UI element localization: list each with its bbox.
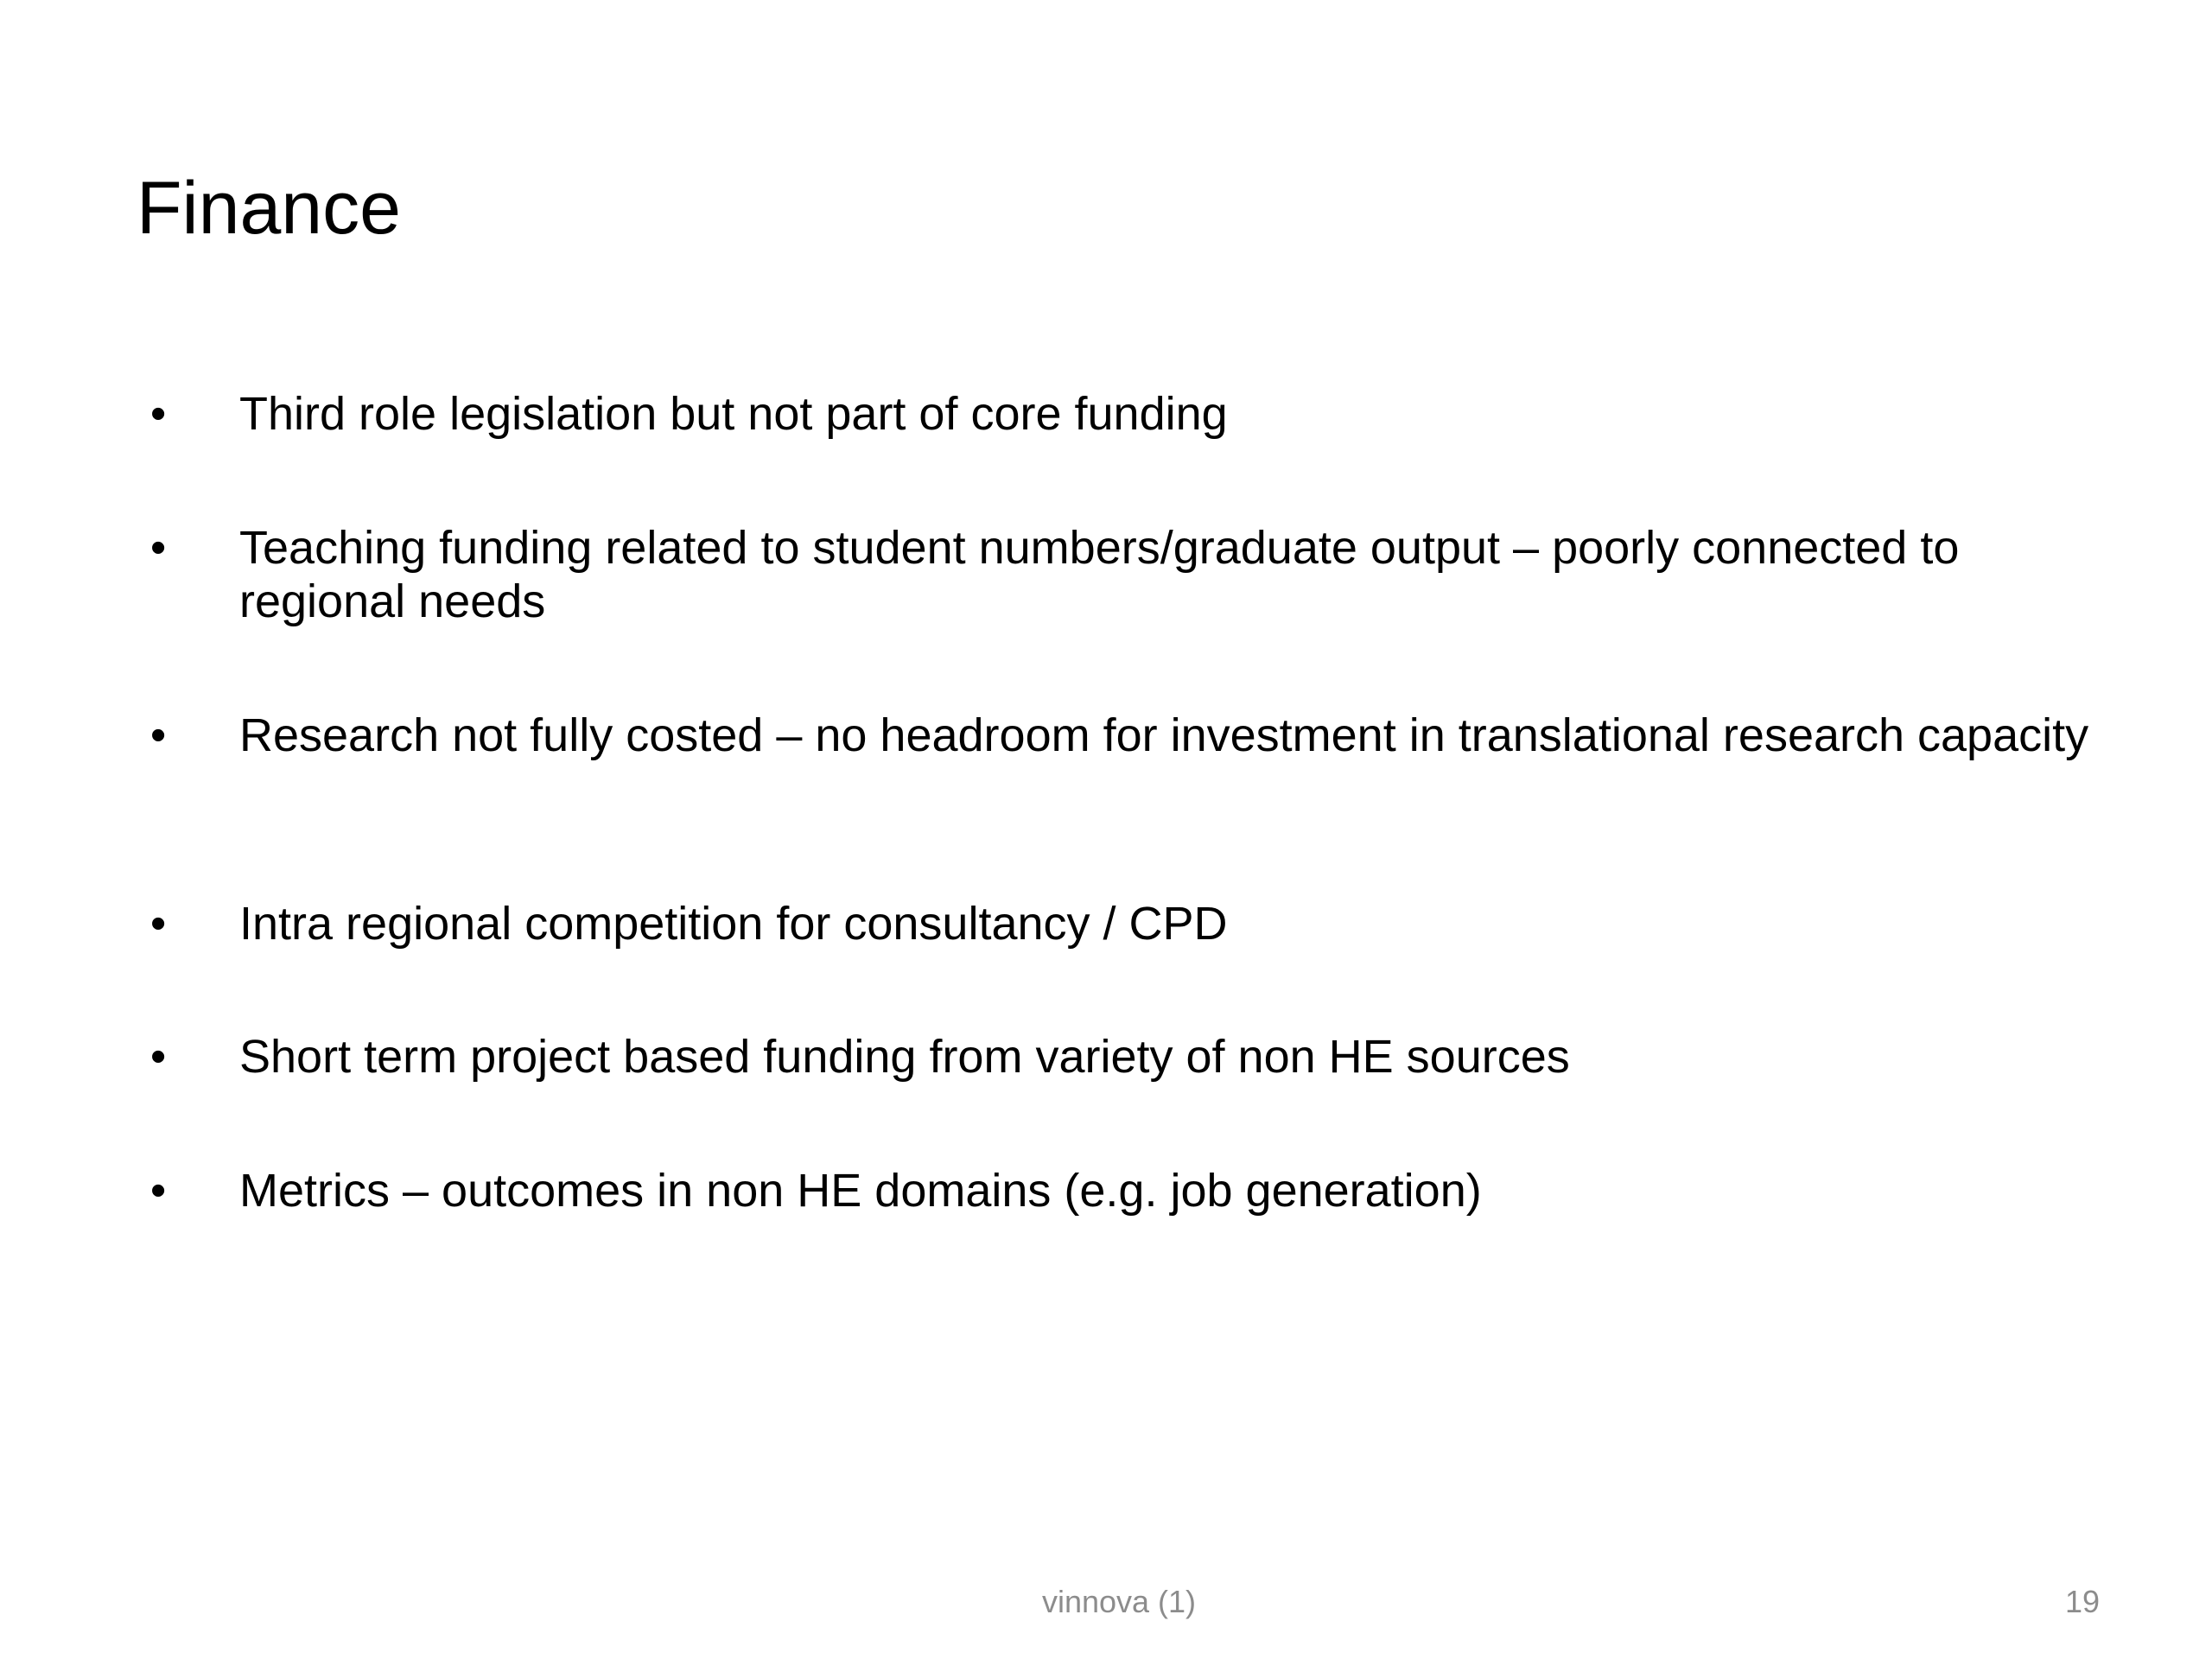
bullet-text: Teaching funding related to student numbers/graduate output – poorly connected to regional needs <box>239 522 1960 627</box>
bullet-dot: • <box>150 389 167 439</box>
footer-text: vinnova (1) <box>1041 1584 1197 1619</box>
bullet-text: Intra regional competition for consultancy / CPD <box>239 898 1228 950</box>
bullet-dot: • <box>150 899 167 949</box>
bullet-text: Third role legislation but not part of core funding <box>239 388 1228 440</box>
page-number: 19 <box>2064 1584 2100 1619</box>
bullet-dot: • <box>150 1032 167 1082</box>
bullet-text: Metrics – outcomes in non HE domains (e.g. job generation) <box>239 1165 1482 1217</box>
bullet-dot: • <box>150 1166 167 1216</box>
bullet-dot: • <box>150 710 167 760</box>
bullet-text: Short term project based funding from variety of non HE sources <box>239 1031 1570 1083</box>
bullet-text: Research not fully costed – no headroom for investment in translational research capacity <box>239 709 2089 761</box>
slide-title: Finance <box>137 167 401 250</box>
bullet-dot: • <box>150 523 167 573</box>
